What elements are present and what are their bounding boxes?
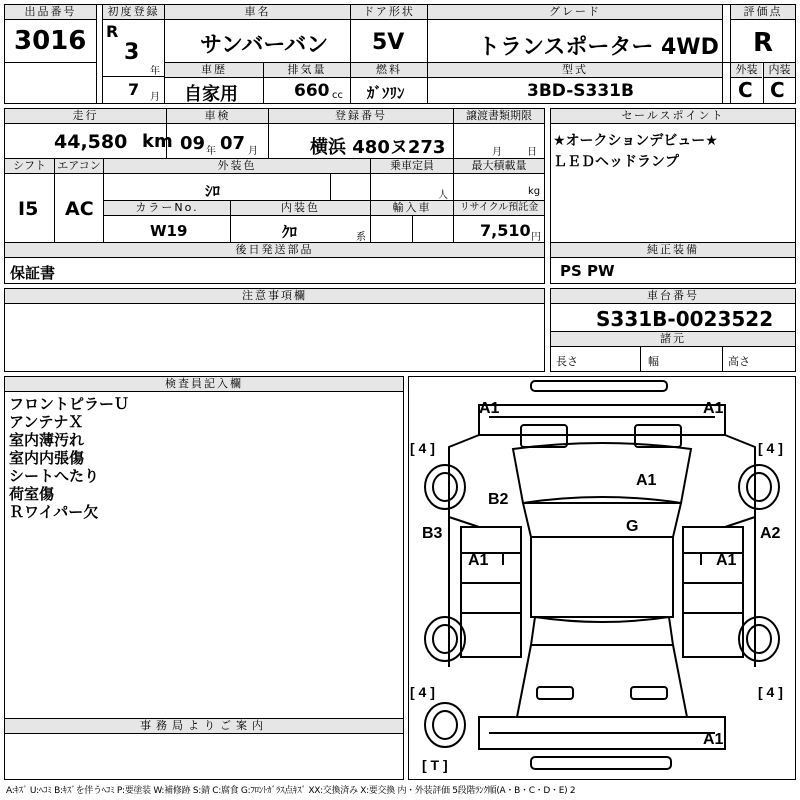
inspector-note-2: アンテナＸ: [9, 413, 84, 431]
mileage: 44,580: [54, 131, 128, 153]
plate-number: 横浜 480ヌ273: [310, 137, 446, 158]
car-name: サンバーバン: [200, 33, 329, 58]
inspection-label: 車検: [167, 109, 268, 124]
specs-label: 諸元: [551, 332, 795, 347]
damage-mark-left-side: A1: [468, 552, 489, 569]
inspector-label: 検査員記入欄: [5, 377, 403, 392]
inspector-note-7: Ｒワイパー欠: [9, 503, 99, 521]
damage-mark-rear: A1: [703, 731, 724, 748]
fuel-label: 燃料: [351, 63, 427, 78]
later-parts: 保証書: [10, 264, 56, 282]
rating-label: 評価点: [731, 5, 795, 20]
grade: トランスポーター 4WD: [478, 35, 719, 60]
fuel: ｶﾞｿﾘﾝ: [367, 84, 405, 102]
car-name-label: 車名: [165, 5, 350, 20]
first-reg-label: 初度登録: [103, 5, 164, 20]
shift-label: シフト: [5, 159, 54, 174]
first-reg-year: 3: [124, 40, 140, 65]
transfer-day-unit: 日: [527, 147, 537, 158]
legend-text: A:ｷｽﾞ U:ﾍｺﾐ B:ｷｽﾞを伴うﾍｺﾐ P:要塗装 W:補修跡 S:錆 C:腐食 G:ﾌﾛﾝﾄｶﾞﾗｽ点ｷｽﾞ XX:交換済み X:要交換 内・外装評価 5段階ﾗﾝｸ順(A・B・C・D・E) 2: [6, 786, 576, 796]
int-color-suffix: 系: [356, 232, 366, 243]
shift: I5: [18, 198, 39, 220]
chassis-label: 車台番号: [551, 289, 795, 304]
damage-mark-glass: G: [626, 518, 639, 535]
interior-label: 内装: [764, 63, 795, 78]
inspector-note-5: シートへたり: [9, 467, 100, 485]
aircon: AC: [65, 198, 94, 220]
spec-width-label: 幅: [648, 355, 659, 368]
exterior-label: 外装: [731, 63, 762, 78]
model: 3BD-S331B: [527, 81, 634, 101]
spec-length-label: 長さ: [556, 355, 578, 368]
first-reg-month-unit: 月: [150, 92, 160, 103]
inspection-year-unit: 年: [206, 146, 216, 157]
damage-mark-a2: A2: [760, 525, 781, 542]
inspector-note-1: フロントピラーＵ: [9, 395, 130, 413]
capacity-label: 乗車定員: [371, 159, 453, 174]
transfer-doc-label: 譲渡書類期限: [454, 109, 544, 124]
displacement: 660: [294, 81, 330, 101]
max-load-unit: kg: [528, 186, 541, 197]
inspector-note-6: 荷室傷: [9, 485, 55, 503]
damage-mark-front-right: A1: [703, 400, 724, 417]
int-color: ｸﾛ: [282, 223, 298, 241]
max-load-label: 最大積載量: [454, 159, 544, 174]
damage-mark-b2: B2: [488, 491, 509, 508]
inspection-month: 07: [220, 133, 246, 154]
door-label: ドア形状: [351, 5, 427, 20]
inspector-note-4: 室内内張傷: [9, 449, 85, 467]
lot-label: 出品番号: [5, 5, 96, 20]
sales-point-line-1: ★オークションデビュー★: [553, 133, 718, 149]
color-no-label: カラーNo.: [104, 201, 230, 216]
model-label: 型式: [428, 63, 722, 78]
capacity-unit: 人: [438, 190, 448, 201]
displacement-unit: cc: [332, 90, 343, 101]
lot-number: 3016: [14, 26, 87, 56]
sales-point-line-2: ＬＥＤヘッドランプ: [553, 154, 679, 170]
ext-color-label: 外装色: [104, 159, 370, 174]
history-label: 車歴: [165, 63, 263, 78]
recycle-label: リサイクル預託金: [454, 201, 544, 216]
grade-label: グレード: [428, 5, 722, 20]
import-label: 輸入車: [371, 201, 453, 216]
interior-score: C: [770, 78, 785, 102]
spec-height-label: 高さ: [728, 355, 750, 368]
inspection-month-unit: 月: [248, 146, 258, 157]
damage-mark-front-left: A1: [479, 400, 500, 417]
mileage-unit: km: [142, 131, 173, 152]
damage-mark-roof: A1: [636, 472, 657, 489]
history: 自家用: [184, 84, 238, 105]
recycle-fee: 7,510: [480, 221, 531, 240]
first-reg-year-unit: 年: [150, 66, 160, 77]
plate-label: 登録番号: [269, 109, 453, 124]
exterior-score: C: [738, 78, 753, 102]
door-type: 5V: [372, 30, 405, 55]
tire-front-right: [ 4 ]: [758, 440, 783, 456]
color-no: W19: [150, 222, 188, 240]
rating-score: R: [753, 28, 774, 58]
later-parts-label: 後日発送部品: [5, 243, 544, 258]
tire-rear-right: [ 4 ]: [758, 684, 783, 700]
genuine-equip: PS PW: [560, 262, 615, 280]
recycle-unit: 円: [531, 232, 541, 243]
vehicle-diagram: [409, 377, 795, 779]
aircon-label: エアコン: [55, 159, 103, 174]
ext-color: ｼﾛ: [205, 182, 221, 200]
tire-rear-left: [ 4 ]: [410, 684, 435, 700]
transfer-month-unit: 月: [492, 147, 502, 158]
displacement-label: 排気量: [264, 63, 350, 78]
inspection-year: 09: [180, 133, 206, 154]
damage-mark-right-side: A1: [716, 552, 737, 569]
genuine-equip-label: 純正装備: [551, 243, 795, 258]
mileage-label: 走行: [5, 109, 166, 124]
caution-label: 注意事項欄: [5, 289, 544, 304]
sales-point-label: セールスポイント: [551, 109, 795, 124]
first-reg-era: R: [106, 22, 119, 41]
first-reg-month: 7: [128, 80, 140, 99]
office-label: 事務局よりご案内: [5, 719, 403, 734]
damage-mark-b3: B3: [422, 525, 443, 542]
tire-front-left: [ 4 ]: [410, 440, 435, 456]
spare-tire-mark: [ T ]: [422, 757, 448, 773]
chassis-number: S331B-0023522: [596, 307, 774, 331]
int-color-label: 内装色: [231, 201, 370, 216]
inspector-note-3: 室内薄汚れ: [9, 431, 85, 449]
